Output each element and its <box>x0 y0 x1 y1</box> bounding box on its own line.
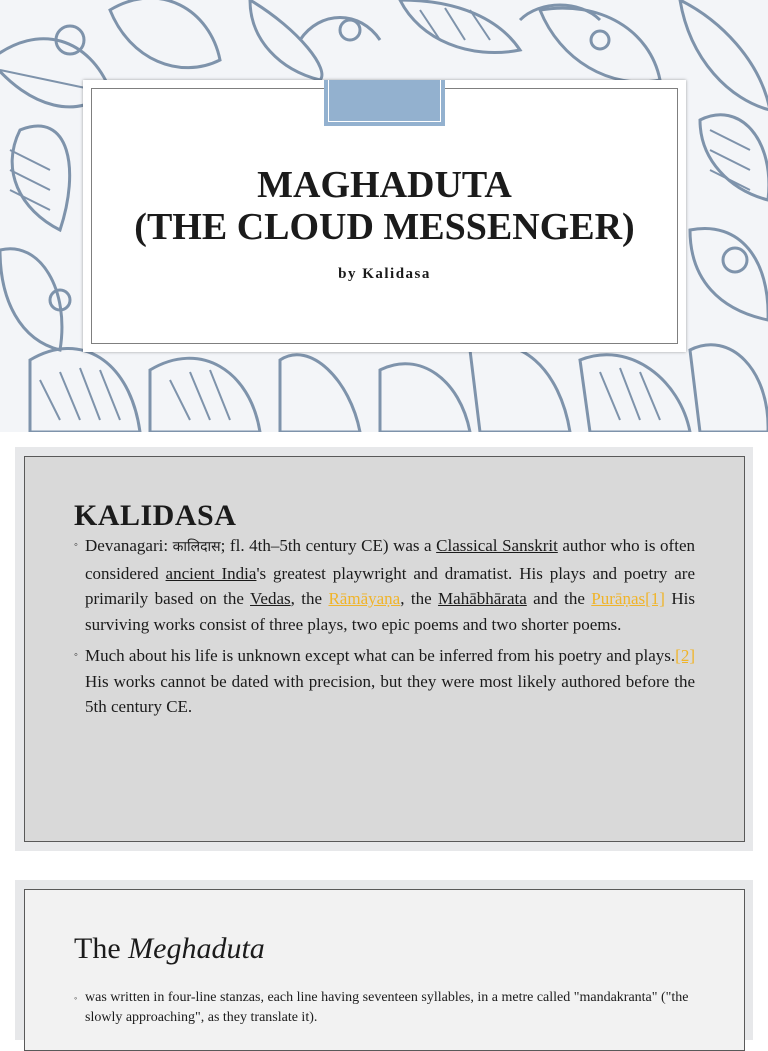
link-classical-sanskrit[interactable]: Classical Sanskrit <box>436 536 558 555</box>
bullet-icon: ◦ <box>74 539 78 551</box>
reference-link-2[interactable]: [2] <box>675 646 695 665</box>
text-run: and the <box>526 589 592 608</box>
meghaduta-slide <box>15 880 753 1040</box>
link-ramayana[interactable]: Rāmāyaṇa <box>328 589 401 608</box>
title-accent-tab <box>324 80 445 126</box>
title-line-2: (THE CLOUD MESSENGER) <box>134 206 635 248</box>
title-slide <box>0 0 768 432</box>
text-run: , the <box>400 589 439 608</box>
title-line-1: MAGHADUTA <box>257 164 512 206</box>
text-run: ; fl. 4th–5th century CE) was a <box>220 536 437 555</box>
bullet-list <box>74 533 695 726</box>
text-run: His works cannot be dated with precision, but they were most likely authored before the 5th century CE. <box>85 671 695 716</box>
bullet-item-1 <box>74 988 714 1028</box>
heading-plain-text: The <box>74 932 129 965</box>
text-run: author who is often considered <box>85 536 695 583</box>
bullet-icon: ◦ <box>74 993 78 1003</box>
bullet-item-1 <box>74 533 695 637</box>
slide-heading: KALIDASA <box>74 499 237 532</box>
kalidasa-panel <box>24 456 745 842</box>
bullet-text: was written in four-line stanzas, each line having seventeen syllables, in a metre called "mandakranta" ("the slowly approaching", as they translate it). <box>85 990 689 1025</box>
meghaduta-panel <box>24 889 745 1051</box>
text-run: Much about his life is unknown except what can be inferred from his poetry and plays. <box>85 646 676 665</box>
link-ancient-india[interactable]: ancient India <box>165 563 257 583</box>
slide-heading <box>74 932 265 966</box>
text-run: Devanagari: <box>85 536 173 555</box>
heading-italic-text: Meghaduta <box>128 932 265 965</box>
bullet-item-2 <box>74 643 695 720</box>
bullet-icon: ◦ <box>74 649 78 661</box>
reference-link-1[interactable]: [1] <box>645 589 665 608</box>
kalidasa-slide <box>15 447 753 851</box>
presentation-subtitle: by Kalidasa <box>338 266 431 282</box>
text-run: His surviving works consist of three plays, two epic poems and two shorter poems. <box>85 589 695 634</box>
devanagari-text: कालिदास <box>172 539 221 555</box>
title-card <box>83 80 686 352</box>
text-run: , the <box>290 589 329 608</box>
link-puranas[interactable]: Purāṇas <box>591 589 646 608</box>
text-run: 's greatest playwright and dramatist. His plays and poetry are primarily based on the <box>85 563 696 608</box>
presentation-title <box>83 164 686 248</box>
link-vedas[interactable]: Vedas <box>250 589 291 608</box>
bullet-list <box>74 988 714 1034</box>
link-mahabharata[interactable]: Mahābhārata <box>438 589 527 608</box>
